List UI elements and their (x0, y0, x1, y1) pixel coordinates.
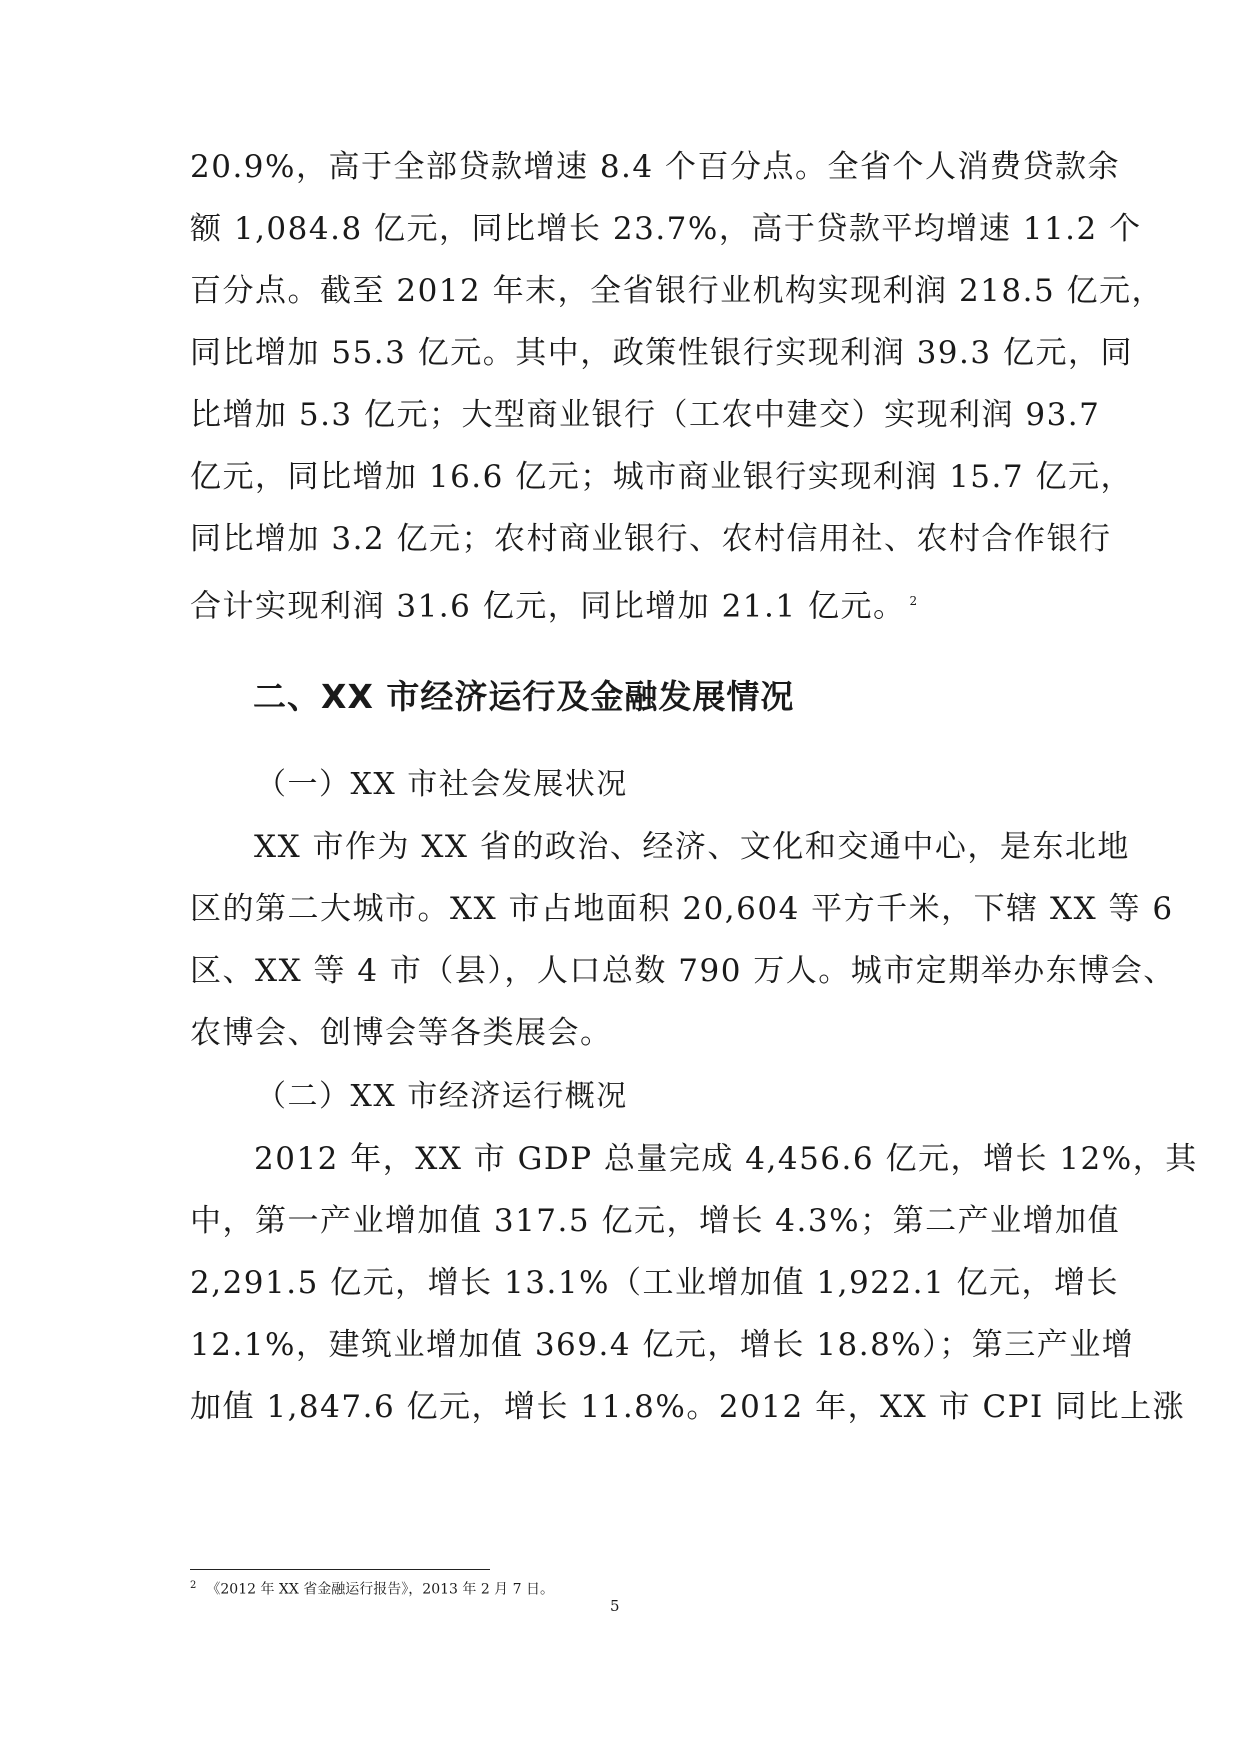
text-line: 亿元，同比增加 16.6 亿元；城市商业银行实现利润 15.7 亿元， (190, 459, 1133, 495)
text-line: 百分点。截至 2012 年末，全省银行业机构实现利润 218.5 亿元， (190, 273, 1165, 309)
section-heading: 二、XX 市经济运行及金融发展情况 (253, 677, 795, 716)
subheading-economic-overview: （二）XX 市经济运行概况 (256, 1079, 628, 1114)
footnote-number: 2 (190, 1580, 197, 1591)
subheading-social-development: （一）XX 市社会发展状况 (256, 767, 628, 802)
text-line: 2,291.5 亿元，增长 13.1%（工业增加值 1,922.1 亿元，增长 (190, 1265, 1120, 1301)
text-line: 同比增加 55.3 亿元。其中，政策性银行实现利润 39.3 亿元，同 (190, 335, 1133, 371)
text-line: 区、XX 等 4 市（县），人口总数 790 万人。城市定期举办东博会、 (190, 953, 1176, 989)
footnote (190, 1576, 554, 1600)
text-line: XX 市作为 XX 省的政治、经济、文化和交通中心，是东北地 (254, 829, 1130, 865)
text-line: 20.9%，高于全部贷款增速 8.4 个百分点。全省个人消费贷款余 (190, 149, 1120, 185)
text-line-last (190, 581, 1050, 625)
text-line: 12.1%，建筑业增加值 369.4 亿元，增长 18.8%）；第三产业增 (190, 1327, 1135, 1363)
footnote-reference[interactable]: 2 (909, 594, 919, 608)
text-line-last: 农博会、创博会等各类展会。 (190, 1015, 613, 1051)
footnote-divider (190, 1569, 490, 1570)
text-line: 额 1,084.8 亿元，同比增长 23.7%，高于贷款平均增速 11.2 个 (190, 211, 1142, 247)
text-line: 中，第一产业增加值 317.5 亿元，增长 4.3%；第二产业增加值 (190, 1203, 1121, 1239)
footnote-text: 《2012 年 XX 省金融运行报告》，2013 年 2 月 7 日。 (206, 1581, 554, 1598)
page-number: 5 (610, 1597, 620, 1615)
text-line-content: 合计实现利润 31.6 亿元，同比增加 21.1 亿元。 (190, 588, 906, 625)
text-line: 区的第二大城市。XX 市占地面积 20,604 平方千米，下辖 XX 等 6 (190, 891, 1174, 927)
text-line: 2012 年，XX 市 GDP 总量完成 4,456.6 亿元，增长 12%，其 (254, 1141, 1198, 1177)
text-line: 同比增加 3.2 亿元；农村商业银行、农村信用社、农村合作银行 (190, 521, 1112, 557)
text-line: 比增加 5.3 亿元；大型商业银行（工农中建交）实现利润 93.7 (190, 397, 1101, 433)
text-line: 加值 1,847.6 亿元，增长 11.8%。2012 年，XX 市 CPI 同比上涨 (190, 1389, 1186, 1425)
